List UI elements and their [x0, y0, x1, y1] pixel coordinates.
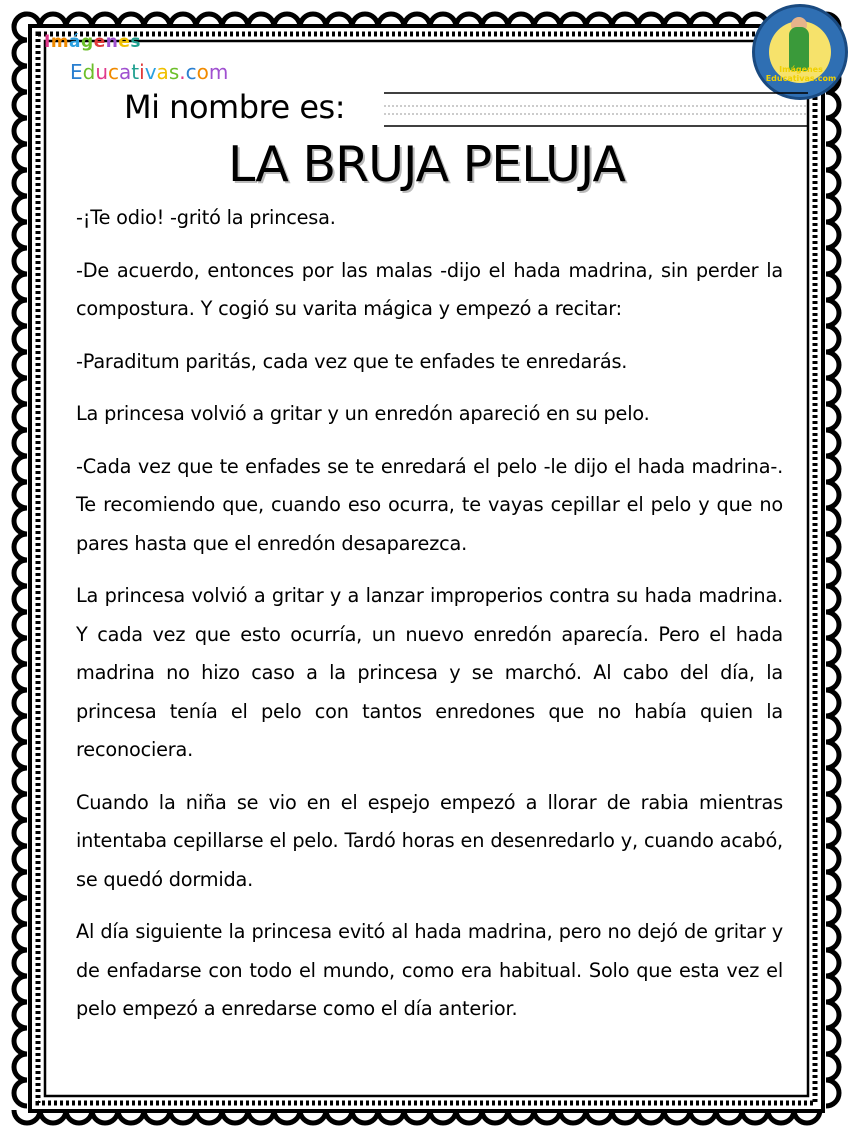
site-stamp-logo	[752, 4, 848, 100]
story-paragraph: La princesa volvió a gritar y un enredón apareció en su pelo.	[76, 402, 650, 425]
story-paragraph: Al día siguiente la princesa evitó al hada madrina, pero no dejó de gritar y de enfadarse con todo el mundo, como era habitual. Solo que esta vez el pelo empezó a enredarse como el día anterior.	[76, 920, 783, 1020]
logo-educativas: Educativas.com	[70, 60, 229, 84]
story-paragraph: -De acuerdo, entonces por las malas -dijo el hada madrina, sin perder la compostura. Y cogió su varita mágica y empezó a recitar:	[76, 258, 783, 320]
stamp-text	[759, 65, 843, 83]
name-label: Mi nombre es:	[124, 88, 345, 126]
story-paragraph: -Paraditum paritás, cada vez que te enfades te enredarás.	[76, 349, 628, 373]
story-paragraph: -Cada vez que te enfades se te enredará el pelo -le dijo el hada madrina-. Te recomiendo que, cuando eso ocurra, te vayas cepillar el pelo y que no pares hasta que el enredón desaparezca.	[76, 454, 783, 555]
stamp-line1: Imágenes	[779, 65, 823, 74]
name-writing-lines[interactable]	[384, 90, 808, 130]
story-paragraph: -¡Te odio! -gritó la princesa.	[76, 206, 336, 229]
logo-imagenes: Imágenes	[44, 32, 141, 52]
story-text	[76, 199, 783, 1029]
story-title: LA BRUJA PELUJA	[227, 136, 626, 193]
story-paragraph: La princesa volvió a gritar y a lanzar improperios contra su hada madrina. Y cada vez que esto ocurría, un nuevo enredón aparecía. Pero el hada madrina no hizo caso a la princesa y se marchó. Al cabo del día, la princesa tenía el pelo con tantos enredones que no había quien la reconociera.	[76, 584, 783, 761]
stamp-line2: Educativas.com	[765, 74, 837, 83]
story-paragraph: Cuando la niña se vio en el espejo empezó a llorar de rabia mientras intentaba cepillarse el pelo. Tardó horas en desenredarlo y, cuando acabó, se quedó dormida.	[76, 790, 783, 891]
